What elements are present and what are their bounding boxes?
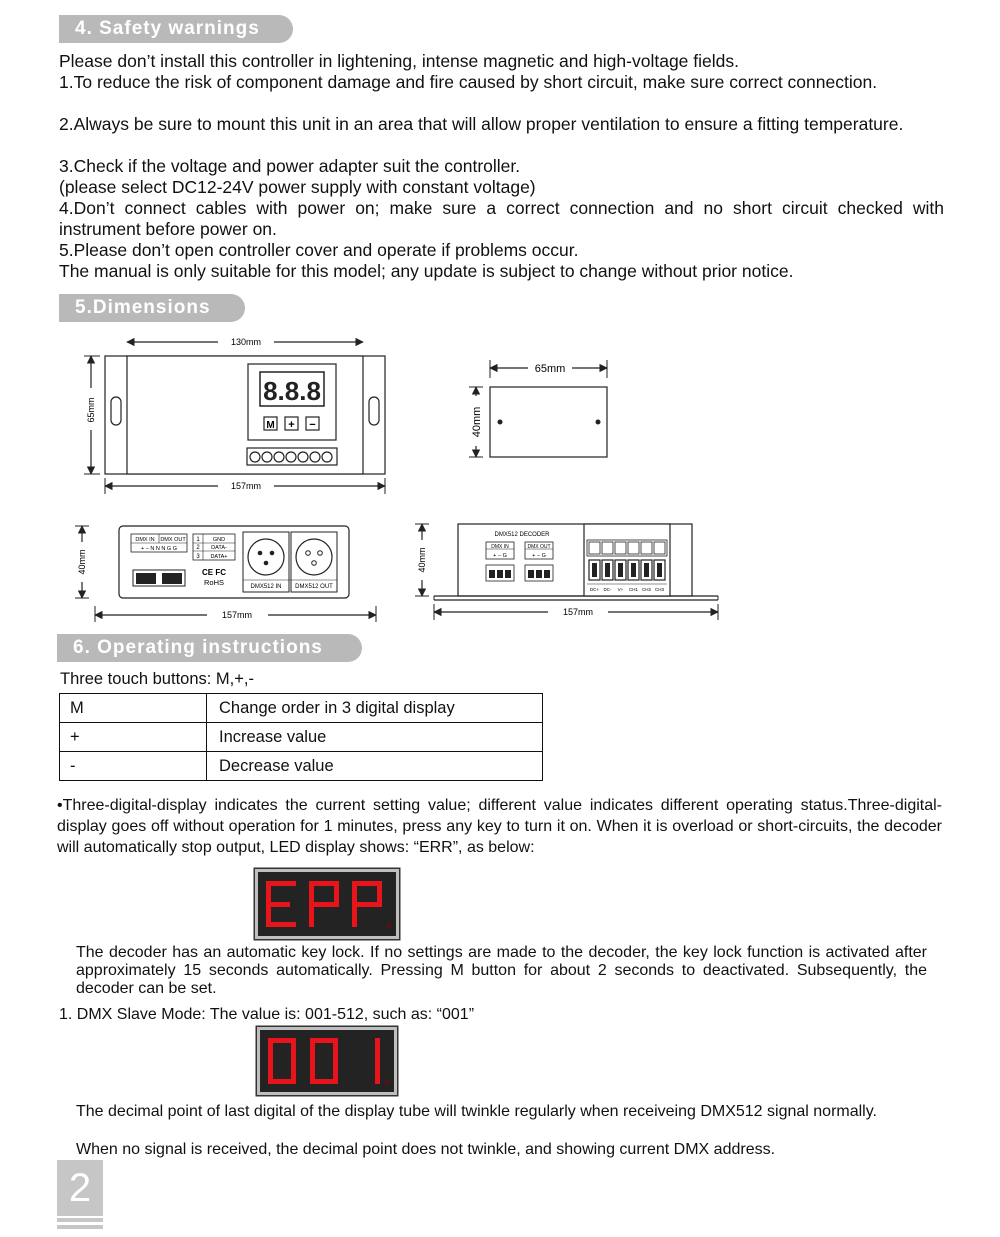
- output-width-label: 157mm: [562, 607, 594, 617]
- panel-pin-num: 1: [196, 537, 200, 543]
- output-terminal-label: DC-: [603, 587, 612, 592]
- front-bottom-width-label: 157mm: [230, 481, 262, 491]
- output-terminal-label: CH2: [641, 587, 652, 592]
- safety-line: 2.Always be sure to mount this unit in an area that will allow proper ventilation to ensure a fitting temperature.: [59, 114, 904, 134]
- front-view-drawing: [78, 330, 398, 500]
- dmx-slave-mode-title: 1. DMX Slave Mode: The value is: 001-512, such as: “001”: [59, 1006, 475, 1023]
- panel-pin-row: + − N N N G G: [140, 546, 178, 552]
- front-button-m: M: [266, 420, 275, 431]
- panel-pin-name: DATA+: [210, 554, 228, 560]
- panel-xlr-out-label: DMX512 OUT: [295, 584, 333, 590]
- display-description: •Three-digital-display indicates the current setting value; different value indicates different operating status.Three-digital-display goes off without operation for 1 minutes, press any key to turn it on. When it is overload or short-circuits, the decoder will automatically stop output, LED display shows: “ERR”, as below:: [57, 797, 942, 856]
- output-dmx-in: DMX IN: [491, 544, 509, 550]
- output-pins-small: + − G: [532, 553, 546, 559]
- dmx-address-led-digits: [260, 1030, 394, 1092]
- front-button-plus: +: [288, 419, 295, 431]
- output-terminal-label: CH1: [628, 587, 639, 592]
- panel-pin-name: GND: [212, 537, 226, 543]
- safety-line: 5.Please don’t open controller cover and operate if problems occur.: [59, 240, 579, 260]
- buttons-table: [59, 693, 543, 781]
- panel-width-label: 157mm: [221, 610, 253, 620]
- panel-pin-num: 2: [196, 545, 200, 551]
- table-cell-key: +: [60, 723, 207, 752]
- table-row: [60, 752, 543, 781]
- section-heading-dimensions: 5.Dimensions: [59, 294, 245, 322]
- err-led-digits: [258, 872, 396, 936]
- table-cell-desc: Decrease value: [207, 752, 543, 781]
- front-button-minus: −: [309, 419, 316, 431]
- safety-line: (please select DC12-24V power supply with constant voltage): [59, 177, 536, 197]
- side-view-drawing: [460, 352, 620, 462]
- section-heading-safety: 4. Safety warnings: [59, 15, 293, 43]
- output-panel-drawing: [410, 518, 730, 628]
- key-lock-description: The decoder has an automatic key lock. If no settings are made to the decoder, the key lock function is activated after approximately 15 seconds automatically. Pressing M button for about 2 seconds to deactivated. Subsequently, the decoder can be set.: [76, 944, 927, 997]
- table-cell-key: M: [60, 694, 207, 723]
- side-height-label: 40mm: [471, 406, 483, 438]
- panel-dmx-in-label: DMX IN: [135, 537, 155, 543]
- panel-rohs-mark: RoHS: [203, 578, 225, 587]
- safety-line: 4.Don’t connect cables with power on; make sure a correct connection and no short circuit checked with instrument before power on.: [59, 198, 944, 239]
- output-terminal-label: V+: [617, 587, 624, 592]
- output-terminal-label: CH3: [654, 587, 665, 592]
- safety-line: 3.Check if the voltage and power adapter suit the controller.: [59, 156, 521, 176]
- panel-pin-name: DATA-: [211, 545, 227, 551]
- front-top-width-label: 130mm: [230, 337, 262, 347]
- panel-ce-mark: CE FC: [202, 568, 226, 577]
- panel-height-label: 40mm: [77, 549, 87, 575]
- output-height-label: 40mm: [417, 547, 427, 573]
- err-led-display: [255, 869, 399, 939]
- connector-panel-drawing: [72, 520, 392, 630]
- no-signal-description: When no signal is received, the decimal point does not twinkle, and showing current DMX address.: [76, 1141, 776, 1158]
- output-terminal-label: DC+: [589, 587, 600, 592]
- table-cell-desc: Increase value: [207, 723, 543, 752]
- safety-line: 1.To reduce the risk of component damage and fire caused by short circuit, make sure correct connection.: [59, 72, 878, 92]
- table-row: [60, 723, 543, 752]
- dmx-address-led-display: [257, 1027, 397, 1095]
- operating-intro: Three touch buttons: M,+,-: [60, 670, 254, 688]
- output-pins-small: + − G: [493, 553, 507, 559]
- panel-xlr-in-label: DMX512 IN: [250, 584, 282, 590]
- section-heading-operating: 6. Operating instructions: [57, 634, 362, 662]
- panel-dmx-out-label: DMX OUT: [160, 537, 186, 543]
- page-number: 2: [57, 1160, 103, 1216]
- table-cell-desc: Change order in 3 digital display: [207, 694, 543, 723]
- safety-line: Please don’t install this controller in lightening, intense magnetic and high-voltage fields.: [59, 51, 739, 71]
- side-width-label: 65mm: [534, 363, 566, 375]
- page-number-bars: [57, 1218, 103, 1232]
- front-display-digits: 8.8.8: [263, 376, 321, 406]
- front-height-label: 65mm: [86, 397, 96, 423]
- decimal-point-description: The decimal point of last digital of the display tube will twinkle regularly when receiveing DMX512 signal normally.: [76, 1103, 877, 1120]
- table-row: [60, 694, 543, 723]
- table-cell-key: -: [60, 752, 207, 781]
- safety-line: The manual is only suitable for this model; any update is subject to change without prior notice.: [59, 261, 794, 281]
- output-dmx-out: DMX OUT: [527, 544, 551, 550]
- panel-pin-num: 3: [196, 554, 200, 560]
- output-title: DMX512 DECODER: [494, 532, 550, 538]
